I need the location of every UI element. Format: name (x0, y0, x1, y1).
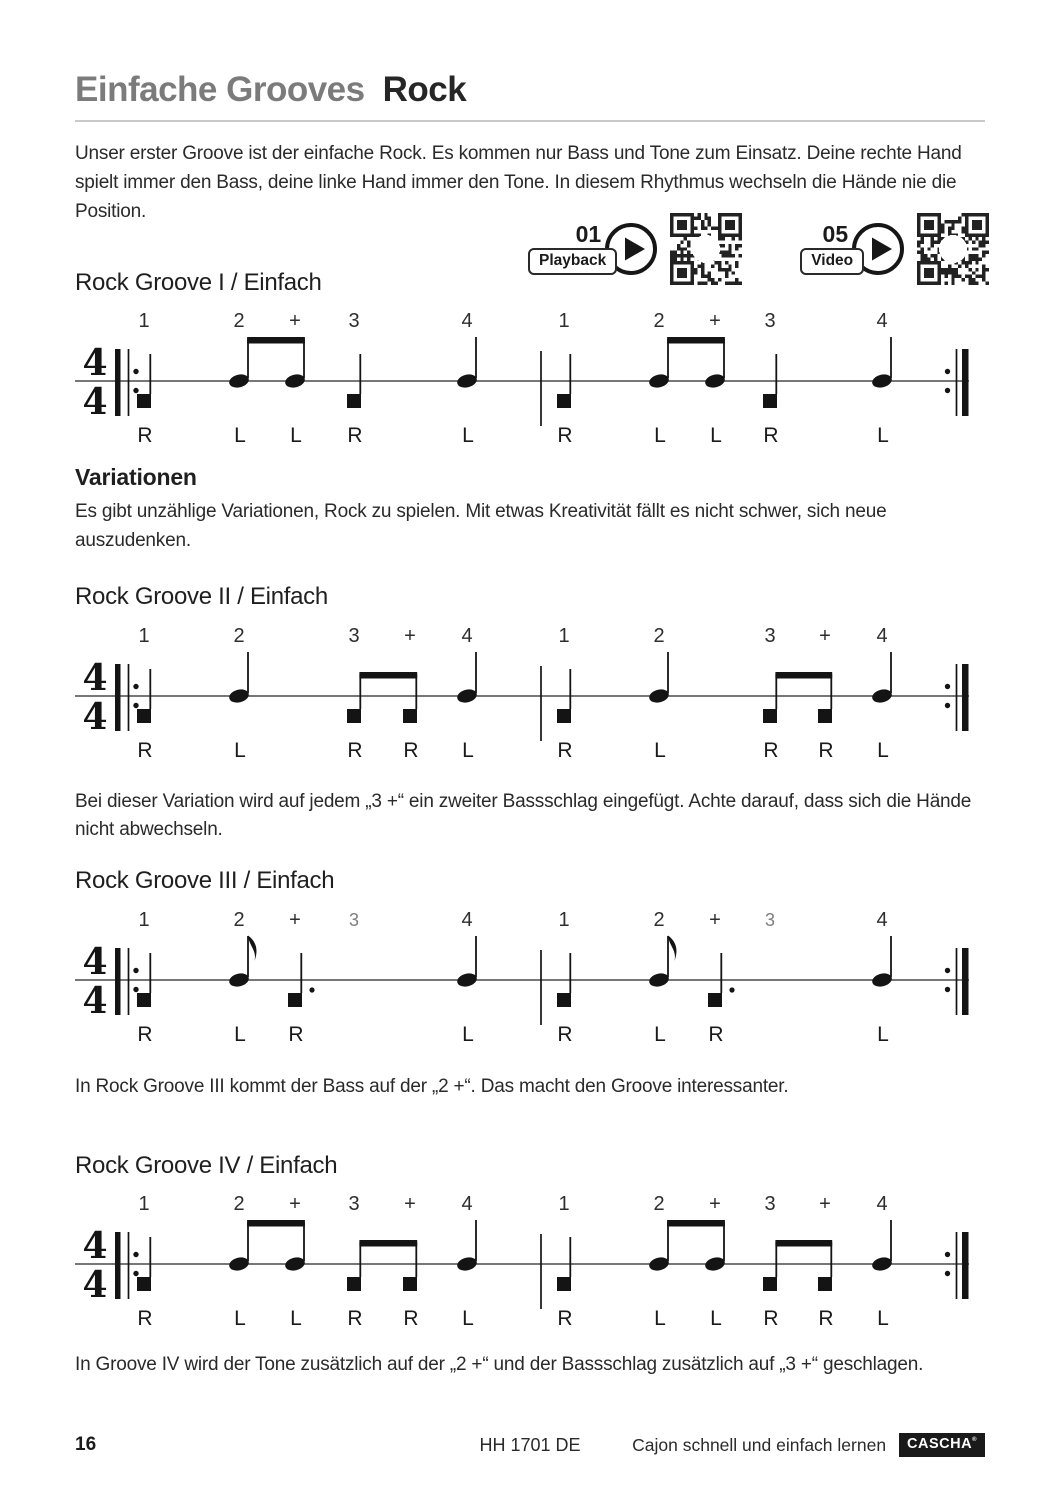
svg-text:R: R (137, 1022, 153, 1046)
svg-text:4: 4 (82, 979, 108, 1022)
svg-text:3: 3 (764, 310, 776, 333)
svg-text:L: L (654, 1307, 666, 1331)
svg-text:R: R (557, 1022, 573, 1046)
svg-text:R: R (347, 738, 363, 762)
groove4-caption: In Groove IV wird der Tone zusätzlich auf der „2 +“ und der Bassschlag zusätzlich auf „3 +“ geschlagen. (75, 1354, 924, 1376)
footer-right (632, 1433, 985, 1457)
svg-text:3: 3 (764, 1193, 776, 1216)
cascha-logo: CASCHA® (899, 1433, 985, 1457)
variationen-heading: Variationen (75, 464, 197, 491)
svg-text:+: + (709, 1193, 721, 1216)
svg-text:1: 1 (138, 908, 150, 931)
svg-text:R: R (347, 424, 363, 448)
page-header (75, 72, 985, 122)
svg-text:L: L (234, 1022, 246, 1046)
page-number: 16 (75, 1434, 97, 1455)
svg-text:R: R (137, 738, 153, 762)
svg-text:L: L (462, 424, 474, 448)
svg-text:R: R (708, 1022, 724, 1046)
svg-text:4: 4 (461, 624, 473, 647)
playback-meta (528, 220, 617, 275)
svg-text:1: 1 (558, 624, 570, 647)
svg-text:+: + (289, 1193, 301, 1216)
groove-staff (75, 301, 985, 451)
svg-text:R: R (763, 424, 779, 448)
svg-text:L: L (877, 738, 889, 762)
svg-text:L: L (710, 1307, 722, 1331)
groove-title: Rock Groove III / Einfach (75, 867, 335, 895)
svg-text:L: L (877, 1022, 889, 1046)
svg-text:R: R (403, 738, 419, 762)
svg-text:R: R (557, 1307, 573, 1331)
groove-title: Rock Groove II / Einfach (75, 582, 328, 610)
video-qr-code[interactable] (917, 213, 989, 285)
video-track-number: 05 (822, 220, 849, 247)
svg-text:+: + (289, 310, 301, 333)
svg-text:R: R (818, 1307, 834, 1331)
svg-text:R: R (818, 738, 834, 762)
svg-text:3: 3 (764, 909, 776, 930)
title-underline (75, 120, 985, 122)
groove3-caption: In Rock Groove III kommt der Bass auf der „2 +“. Das macht den Groove interessanter. (75, 1075, 789, 1097)
svg-text:4: 4 (876, 908, 888, 931)
svg-text:3: 3 (348, 624, 360, 647)
svg-text:3: 3 (348, 909, 360, 930)
svg-text:4: 4 (82, 940, 108, 983)
svg-text:R: R (557, 424, 573, 448)
svg-text:L: L (654, 1022, 666, 1046)
groove-staff (75, 1184, 985, 1334)
svg-text:+: + (819, 1193, 831, 1216)
svg-text:2: 2 (233, 908, 245, 931)
svg-text:R: R (137, 1307, 153, 1331)
svg-text:1: 1 (558, 908, 570, 931)
svg-text:4: 4 (461, 1193, 473, 1216)
svg-text:4: 4 (876, 310, 888, 333)
svg-text:4: 4 (82, 342, 108, 385)
svg-text:R: R (347, 1307, 363, 1331)
media-row (528, 209, 989, 289)
svg-text:4: 4 (82, 381, 108, 424)
variationen-paragraph: Es gibt unzählige Variationen, Rock zu spielen. Mit etwas Kreativität fällt es nicht schwer, sich neue auszudenken. (75, 501, 887, 552)
svg-text:4: 4 (82, 1225, 108, 1268)
svg-text:L: L (654, 738, 666, 762)
svg-text:L: L (462, 1307, 474, 1331)
svg-text:L: L (462, 1022, 474, 1046)
svg-text:3: 3 (348, 310, 360, 333)
svg-text:L: L (462, 738, 474, 762)
intro-paragraph: Unser erster Groove ist der einfache Rock. Es kommen nur Bass und Tone zum Einsatz. Deine rechte Hand spielt immer den Bass, deine linke Hand immer den Tone. In diesem Rhythmus wechseln die Hände nie die Position. (75, 143, 962, 222)
svg-text:2: 2 (653, 310, 665, 333)
svg-text:+: + (404, 1193, 416, 1216)
svg-text:R: R (763, 1307, 779, 1331)
svg-text:1: 1 (558, 310, 570, 333)
playback-qr-code[interactable] (670, 213, 742, 285)
svg-text:4: 4 (82, 656, 108, 699)
svg-text:2: 2 (653, 908, 665, 931)
svg-text:R: R (763, 738, 779, 762)
svg-text:4: 4 (461, 310, 473, 333)
groove-title: Rock Groove IV / Einfach (75, 1151, 338, 1179)
groove-section-3 (75, 867, 985, 1050)
svg-text:1: 1 (138, 624, 150, 647)
svg-text:+: + (289, 908, 301, 931)
book-title: Cajon schnell und einfach lernen (632, 1434, 887, 1455)
svg-text:4: 4 (461, 908, 473, 931)
groove-staff (75, 900, 985, 1050)
svg-text:R: R (557, 738, 573, 762)
svg-text:4: 4 (876, 1193, 888, 1216)
groove2-caption: Bei dieser Variation wird auf jedem „3 +“ ein zweiter Bassschlag eingefügt. Achte darauf, dass sich die Hände nicht abwechseln. (75, 790, 972, 841)
svg-text:L: L (877, 424, 889, 448)
groove-section-1 (75, 269, 985, 452)
page-title (75, 72, 985, 107)
svg-text:4: 4 (876, 624, 888, 647)
svg-text:+: + (709, 908, 721, 931)
svg-text:1: 1 (138, 310, 150, 333)
groove-staff (75, 616, 985, 766)
video-media-group[interactable] (800, 209, 989, 289)
svg-text:L: L (234, 1307, 246, 1331)
playback-track-number: 01 (575, 220, 602, 247)
svg-text:L: L (654, 424, 666, 448)
playback-badge: Playback (528, 248, 617, 275)
svg-text:2: 2 (233, 624, 245, 647)
video-meta (800, 220, 864, 275)
groove-title: Rock Groove I / Einfach (75, 268, 322, 296)
svg-text:L: L (290, 1307, 302, 1331)
svg-text:2: 2 (233, 310, 245, 333)
svg-text:L: L (877, 1307, 889, 1331)
svg-text:R: R (288, 1022, 304, 1046)
svg-text:R: R (403, 1307, 419, 1331)
svg-text:3: 3 (764, 624, 776, 647)
svg-text:L: L (234, 738, 246, 762)
catalog-code: HH 1701 DE (479, 1434, 581, 1455)
svg-text:L: L (234, 424, 246, 448)
svg-text:+: + (819, 624, 831, 647)
svg-text:L: L (290, 424, 302, 448)
video-badge: Video (800, 248, 864, 275)
svg-text:3: 3 (348, 1193, 360, 1216)
svg-text:2: 2 (233, 1193, 245, 1216)
svg-text:1: 1 (138, 1193, 150, 1216)
page-title-topic: Rock (382, 70, 467, 109)
svg-text:R: R (137, 424, 153, 448)
svg-text:2: 2 (653, 624, 665, 647)
groove-section-2 (75, 583, 985, 766)
svg-text:1: 1 (558, 1193, 570, 1216)
svg-text:+: + (404, 624, 416, 647)
playback-media-group[interactable] (528, 209, 742, 289)
registered-mark: ® (972, 1437, 977, 1444)
page-footer (75, 1432, 985, 1458)
groove-section-4 (75, 1152, 985, 1335)
svg-text:+: + (709, 310, 721, 333)
svg-text:4: 4 (82, 1264, 108, 1307)
page-title-section: Einfache Grooves (75, 70, 365, 109)
svg-text:2: 2 (653, 1193, 665, 1216)
svg-text:L: L (710, 424, 722, 448)
svg-text:4: 4 (82, 695, 108, 738)
